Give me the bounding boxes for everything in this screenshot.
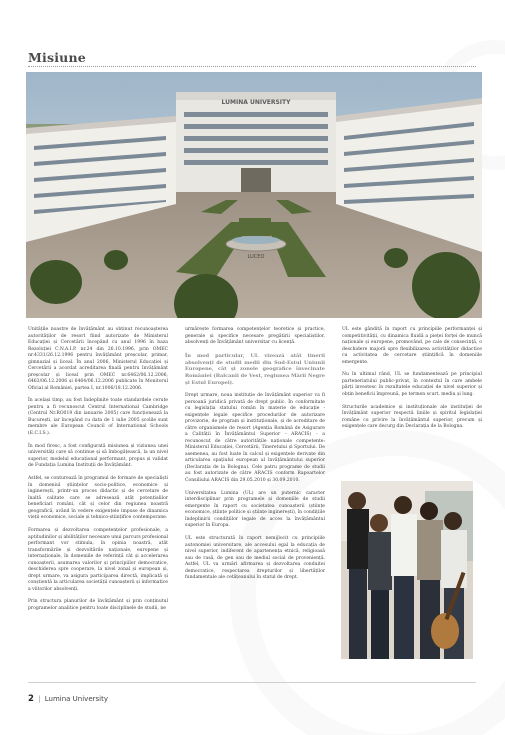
building-sign: LUMINA UNIVERSITY <box>221 99 291 106</box>
footer-separator: | <box>38 695 41 703</box>
footer-divider <box>28 682 476 683</box>
page-title: Misiune <box>28 50 86 65</box>
paragraph: Prin structura planurilor de învățământ și prin conținutul programelor analitice pentru toate disciplinele de studii, ne <box>28 599 168 611</box>
publication-name: Lumina University <box>44 695 108 703</box>
paragraph: În același timp, au fost îndeplinite toate standardele cerute pentru a fi recunoscut Centrul International Cambridge (Centrul Nr.RO019 din ianuarie 2005) care funcționează la București, iar începând cu data de 1 iulie 2005 școlile sunt membre ale European Council of International Schools (E.C.I.S.). <box>28 398 168 436</box>
paragraph: Universitatea Lumina (UL) are un puternic caracter interdisciplinar prin programele și domeniile de studii emergente în raport cu societatea cunoașterii (științe economice, științe politice și științe inginerești), în condițiile îndeplinirii condițiilor legale de acces la învățământul superior în Europa. <box>185 490 326 529</box>
fountain-sign: LUCEO <box>247 254 265 260</box>
paragraph: Drept urmare, noua instituție de învățământ superior va fi persoană juridică privată de drept public. În conformitate cu legislația statului român în materie de educație - exigențele legale specifice procedurilor de autorizare provizorie, de program și instituționale, și de acreditare de către organismele de resort (Agenția Română de Asigurare a Calității în Învățământul Superior - ARACIS) - a recunoscut de către autoritățile naționale competente: Ministerul Educației, Cercetării, Tineretului și Sportului. De asemenea, au fost luate în calcul și exigențele derivate din articularea spațiului european al învățământului superior (Declarația de la Bologna). Cele patru programe de studii au fost autorizate de către ARACIS conform Rapoartelor Consiliului ARACIS din 29.05.2010 și 30.09.2010. <box>185 393 325 483</box>
paragraph: Unitățile noastre de învățământ au obținut recunoașterea autorităților de resort fiind autorizate de Ministerul Educației și Cercetării începând cu anul 1996 în baza Rezoluției C.N.A.I.P. nr.24 din 26.10.1996, prin OMEC nr.4331/26.12.1996 pentru învățământ preșcolar, primar, gimnazial și liceal. În anul 2006, Ministerul Educației și Cercetării a acordat acreditarea finală pentru învățământ preșcolar și liceal prin OMEC nr.6462/06.12.2006, 6463/06.12.2006 și 6464/06.12.2006 publicate în Monitorul Oficial al României, partea I, nr.1006/18.12.2006. <box>28 327 168 391</box>
paragraph: UL este gândită în raport cu principiile performanței și competitivității, cu dinamica fluidă a pieței forței de muncă naționale și europene, promovând, pe cale de consecință, o deschidere majoră spre flexibilizarea activităților didactice cu activitatea de cercetare științifică în domeniile emergente. <box>342 327 482 365</box>
paragraph: Structurile academice și instituționale ale instituției de învățământ superior respectă liniile și spiritul legislației române cu privire la învățământul superior, precum și exigențele care decurg din Declarația de la Bologna. <box>342 404 482 430</box>
campus-photo <box>26 72 482 318</box>
paragraph: Nu în ultimul rând, UL se fundamentează pe principiul parteneriatului public-privat, în contextul în care ambele părți investesc în rezultatele educației de nivel superior și obțin beneficii împreună, pe termen scurt, mediu și lung. <box>342 372 482 397</box>
students-photo <box>341 481 473 659</box>
highlight-paragraph: În mod particular, UL vizează atât tinerii absolvenți de studii medii din Sud-Estul Uniunii Europene, cât și zonele geografice învecinate României (Balcanii de Vest, regiunea Mării Negre și Estul Europei). <box>185 352 325 387</box>
paragraph: UL este structurată în raport nemijlocit cu principiile autonomiei universitare, ale accesului egal la educația de nivel superior, indiferent de apartenența etnică, religioasă sau de rasă, de gen sau de mediul social de proveniență. Astfel, UL va urmări afirmarea și dezvoltarea conduitei democratice, respectarea drepturilor și libertăților fundamentale ale cetățeanului în statul de drept. <box>185 536 325 581</box>
paragraph: urmărește formarea competențelor teoretice și practice, generale și specifice necesare pregătirii specialiștilor, absolvenți de Învățământ universitar cu licență. <box>185 327 325 345</box>
text-column-3 <box>342 327 482 437</box>
text-column-2 <box>185 327 325 588</box>
paragraph: Formarea și dezvoltarea competențelor profesionale, a aptitudinilor și abilităților necesare unui parcurs profesional performant vor stimula, în opinia noastră, atât transformările și dezvoltările naționale, europene și internaționale, în domeniile de referință cât și accelerarea cunoașterii, asumarea valorilor și principiilor democratice, deschiderea spre cooperare, la nivel zonal și european și, drept urmare, va asigura participarea directă, implicată și conștientă la articularea societății cunoașterii și informatice a viitorilor absolvenți. <box>28 528 168 592</box>
paragraph: Astfel, se conturează în programul de formare de specialiști în domeniul științelor socio-politice, economice și inginerești, printr-un proces didactic și de cercetare de înaltă calitate care se adresează atât potențialilor beneficiari români, cât și celor din regiunea noastră geografică, având în vedere exigențele impuse de dinamica vieții economice, sociale și tehnico-științifice contemporane. <box>28 476 168 521</box>
paragraph: În mod firesc, a fost configurată misiunea și viziunea unei universități care să continue și să îmbogățească, la un nivel superior, modelul educațional performant, propus și validat de Fundația Lumina Instituții de Învățământ. <box>28 443 168 469</box>
title-divider <box>28 66 476 67</box>
page-footer <box>28 694 108 704</box>
text-column-1 <box>28 327 168 619</box>
page-number: 2 <box>28 694 34 704</box>
